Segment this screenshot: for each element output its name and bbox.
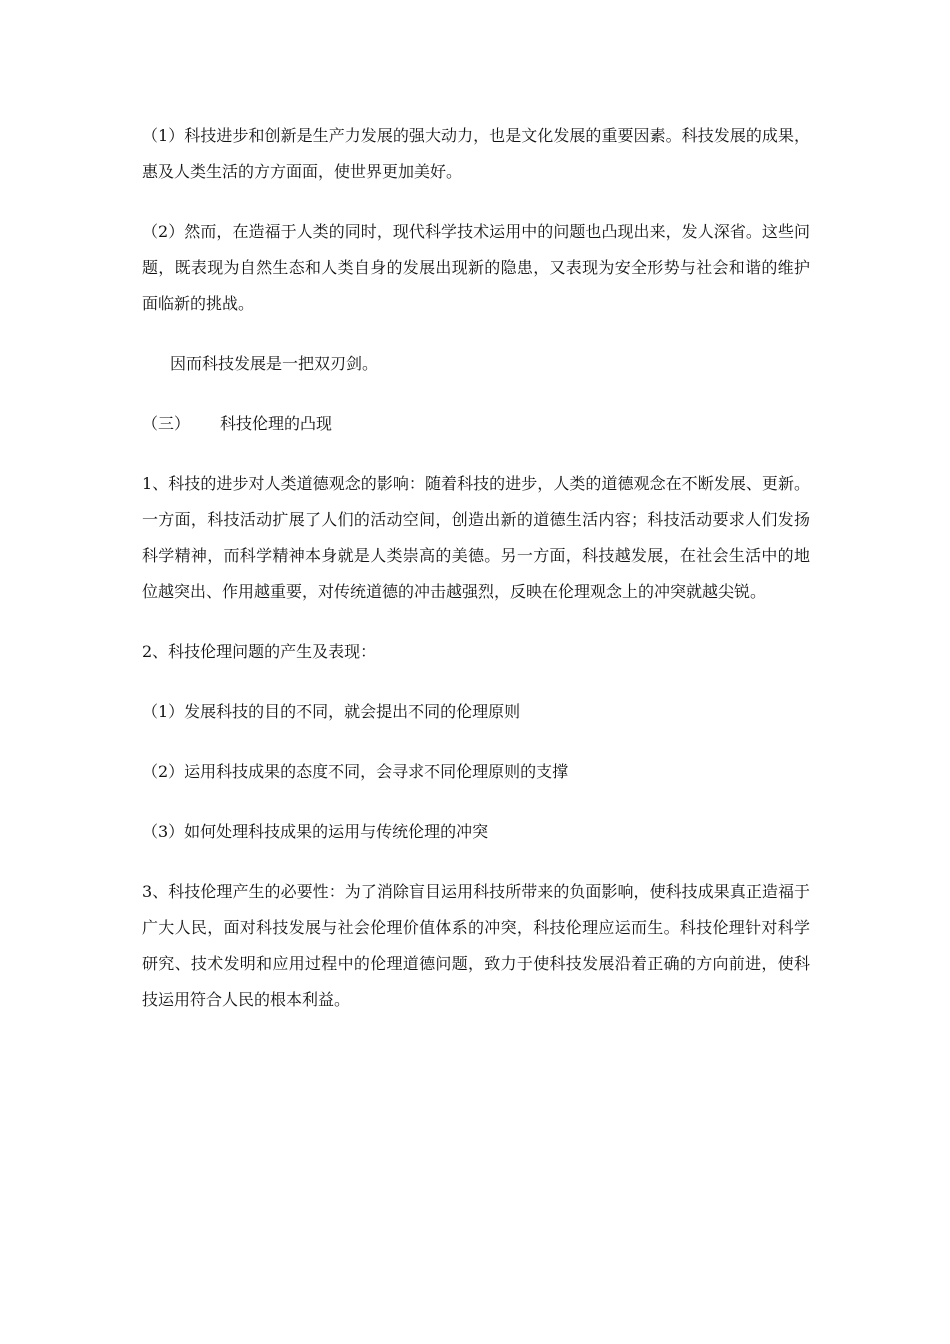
paragraph-moral-impact: 1、科技的进步对人类道德观念的影响：随着科技的进步，人类的道德观念在不断发展、更新。一方面，科技活动扩展了人们的活动空间，创造出新的道德生活内容；科技活动要求人们发扬科学精神，而科学精神本身就是人类崇高的美德。另一方面，科技越发展，在社会生活中的地位越突出、作用越重要，对传统道德的冲击越强烈，反映在伦理观念上的冲突就越尖锐。	[142, 474, 810, 601]
paragraph-tech-problems: （2）然而，在造福于人类的同时，现代科学技术运用中的问题也凸现出来，发人深省。这些问题，既表现为自然生态和人类自身的发展出现新的隐患，又表现为安全形势与社会和谐的维护面临新的挑战。	[142, 222, 810, 313]
paragraph-ethics-necessity: 3、科技伦理产生的必要性：为了消除盲目运用科技所带来的负面影响，使科技成果真正造福于广大人民，面对科技发展与社会伦理价值体系的冲突，科技伦理应运而生。科技伦理针对科学研究、技术发明和应用过程中的伦理道德问题，致力于使科技发展沿着正确的方向前进，使科技运用符合人民的根本利益。	[142, 882, 810, 1009]
paragraph-tech-progress: （1）科技进步和创新是生产力发展的强大动力，也是文化发展的重要因素。科技发展的成果，惠及人类生活的方方面面，使世界更加美好。	[142, 126, 810, 181]
list-item-attitude: （2）运用科技成果的态度不同，会寻求不同伦理原则的支撑	[142, 762, 569, 781]
paragraph-ethics-issues: 2、科技伦理问题的产生及表现：	[142, 642, 377, 661]
section-title: 科技伦理的凸现	[220, 414, 333, 433]
list-item-conflict: （3）如何处理科技成果的运用与传统伦理的冲突	[142, 822, 489, 841]
list-item-purpose: （1）发展科技的目的不同，就会提出不同的伦理原则	[142, 702, 521, 721]
section-number: （三）	[142, 414, 191, 433]
section-heading	[142, 406, 810, 442]
paragraph-double-edged-sword: 因而科技发展是一把双刃剑。	[170, 354, 379, 373]
document-body	[142, 118, 810, 1042]
